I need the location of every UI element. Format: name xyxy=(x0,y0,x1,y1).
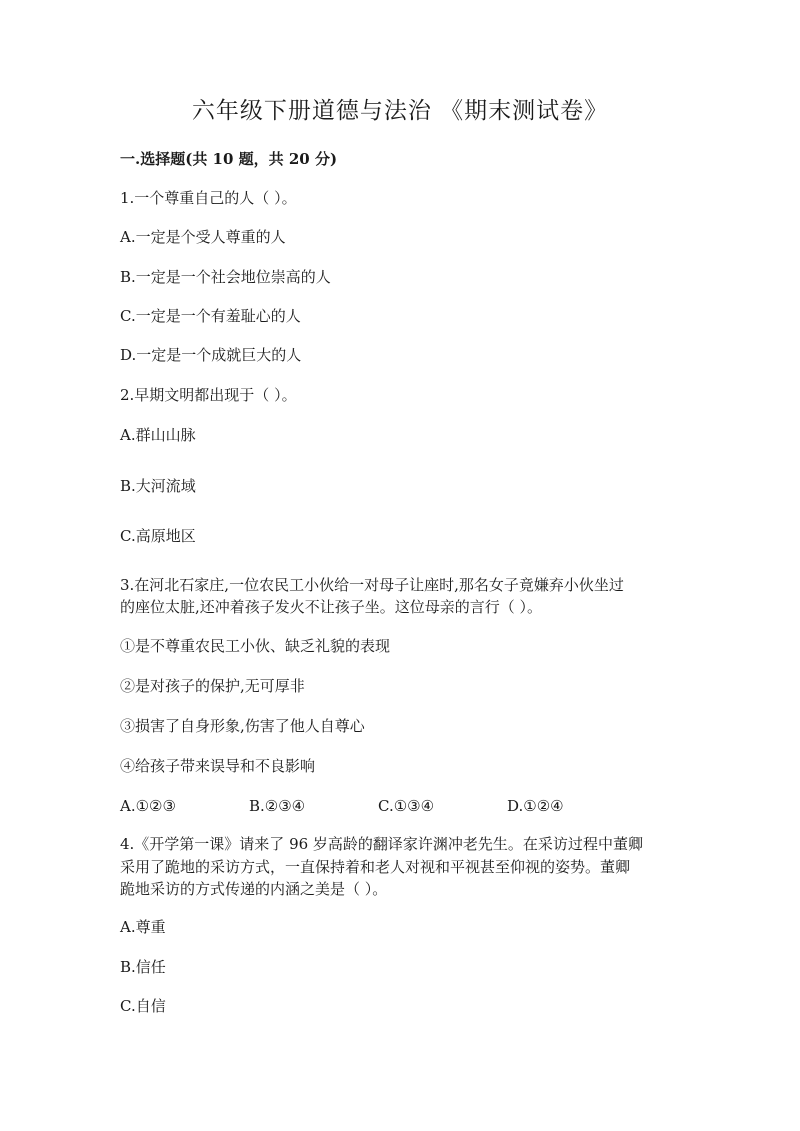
question-3-option-c: C.①③④ xyxy=(378,797,435,815)
question-1-option-a: A.一定是个受人尊重的人 xyxy=(120,228,286,246)
question-3-statement-1: ①是不尊重农民工小伙、缺乏礼貌的表现 xyxy=(120,637,391,655)
question-3-option-d: D.①②④ xyxy=(507,797,564,815)
question-4-option-a: A.尊重 xyxy=(120,918,166,936)
question-3-stem-line-2: 的座位太脏,还冲着孩子发火不让孩子坐。这位母亲的言行（ ）。 xyxy=(120,598,543,616)
question-3-option-b: B.②③④ xyxy=(249,797,306,815)
question-3-statement-2: ②是对孩子的保护,无可厚非 xyxy=(120,677,305,695)
section-heading: 一.选择题(共 10 题，共 20 分) xyxy=(120,150,338,168)
question-4-stem-line-1: 4.《开学第一课》请来了 96 岁高龄的翻译家许渊冲老先生。在采访过程中董卿 xyxy=(120,835,643,853)
question-1-option-d: D.一定是一个成就巨大的人 xyxy=(120,346,302,364)
question-2-option-a: A.群山山脉 xyxy=(120,426,196,444)
question-2-option-b: B.大河流域 xyxy=(120,477,196,495)
question-3-statement-4: ④给孩子带来误导和不良影响 xyxy=(120,757,316,775)
question-4-option-b: B.信任 xyxy=(120,958,166,976)
question-2-option-c: C.高原地区 xyxy=(120,527,196,545)
question-1-stem: 1.一个尊重自己的人（ ）。 xyxy=(120,189,297,207)
question-4-option-c: C.自信 xyxy=(120,997,166,1015)
question-1-option-b: B.一定是一个社会地位崇高的人 xyxy=(120,268,331,286)
question-2-stem: 2.早期文明都出现于（ ）。 xyxy=(120,386,297,404)
document-title: 六年级下册道德与法治 《期末测试卷》 xyxy=(191,98,609,124)
question-4-stem-line-2: 采用了跪地的采访方式，一直保持着和老人对视和平视甚至仰视的姿势。董卿 xyxy=(120,858,631,876)
question-3-statement-3: ③损害了自身形象,伤害了他人自尊心 xyxy=(120,717,365,735)
question-3-option-a: A.①②③ xyxy=(120,797,176,815)
question-1-option-c: C.一定是一个有羞耻心的人 xyxy=(120,307,301,325)
question-3-stem-line-1: 3.在河北石家庄,一位农民工小伙给一对母子让座时,那名女子竟嫌弃小伙坐过 xyxy=(120,576,624,594)
question-4-stem-line-3: 跪地采访的方式传递的内涵之美是（ ）。 xyxy=(120,880,388,898)
